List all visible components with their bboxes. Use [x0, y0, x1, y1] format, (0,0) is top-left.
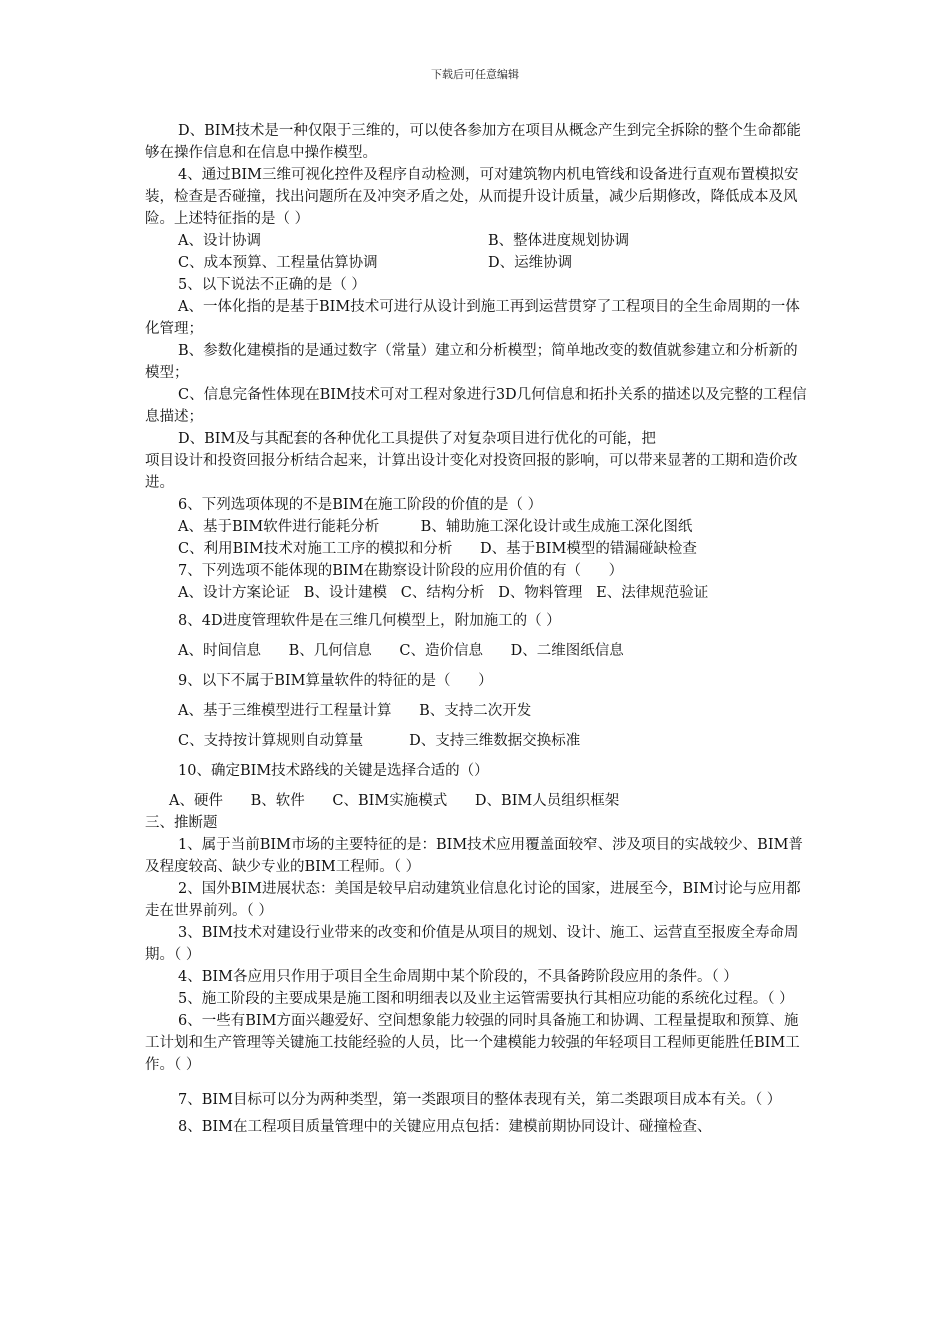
q5-option-c: C、信息完备性体现在BIM技术可对工程对象进行3D几何信息和拓扑关系的描述以及完整的工程信息描述； — [145, 387, 807, 425]
q4-option-c: C、成本预算、工程量估算协调 — [178, 255, 378, 271]
section-heading-judgement: 三、推断题 — [145, 815, 218, 831]
question-4: 4、通过BIM三维可视化控件及程序自动检测，可对建筑物内机电管线和设备进行直观布置模拟安装，检查是否碰撞，找出问题所在及冲突矛盾之处，从而提升设计质量，减少后期修改，降低成本及风险。上述特征指的是（ ） — [145, 167, 799, 227]
q7-options: A、设计方案论证 B、设计建模 C、结构分析 D、物料管理 E、法律规范验证 — [178, 585, 709, 601]
judgement-4: 4、BIM各应用只作用于项目全生命周期中某个阶段的，不具备跨阶段应用的条件。（ ） — [178, 969, 738, 985]
q4-option-d: D、运维协调 — [488, 255, 573, 271]
q8-options: A、时间信息 B、几何信息 C、造价信息 D、二维图纸信息 — [178, 643, 624, 659]
q10-options: A、硬件 B、软件 C、BIM实施模式 D、BIM人员组织框架 — [169, 793, 620, 809]
question-6: 6、下列选项体现的不是BIM在施工阶段的价值的是（ ） — [178, 497, 543, 513]
q4-options-ab — [145, 230, 810, 252]
question-10: 10、确定BIM技术路线的关键是选择合适的（） — [178, 763, 489, 779]
page-header: 下载后可任意编辑 — [431, 68, 519, 81]
q4-options-cd — [145, 252, 810, 274]
judgement-7: 7、BIM目标可以分为两种类型，第一类跟项目的整体表现有关，第二类跟项目成本有关。（ ） — [178, 1092, 782, 1108]
q4-option-a: A、设计协调 — [178, 233, 261, 249]
q6-options-ab: A、基于BIM软件进行能耗分析 B、辅助施工深化设计或生成施工深化图纸 — [178, 519, 693, 535]
judgement-6: 6、一些有BIM方面兴趣爱好、空间想象能力较强的同时具备施工和协调、工程量提取和预算、施工计划和生产管理等关键施工技能经验的人员，比一个建模能力较强的年轻项目工程师更能胜任BIM工作。（ ） — [145, 1013, 800, 1073]
q4-option-b: B、整体进度规划协调 — [488, 233, 630, 249]
q5-option-b: B、参数化建模指的是通过数字（常量）建立和分析模型；简单地改变的数值就参建立和分析新的模型； — [145, 343, 798, 381]
judgement-2: 2、国外BIM进展状态：美国是较早启动建筑业信息化讨论的国家，进展至今，BIM讨论与应用都走在世界前列。（ ） — [145, 881, 801, 919]
q5-option-d-line2: 项目设计和投资回报分析结合起来，计算出设计变化对投资回报的影响，可以带来显著的工期和造价改进。 — [145, 453, 798, 491]
question-9: 9、以下不属于BIM算量软件的特征的是（ ） — [178, 673, 493, 689]
question-7: 7、下列选项不能体现的BIM在勘察设计阶段的应用价值的有（ ） — [178, 563, 624, 579]
document-body — [145, 120, 810, 1138]
judgement-1: 1、属于当前BIM市场的主要特征的是：BIM技术应用覆盖面较窄、涉及项目的实战较少、BIM普及程度较高、缺少专业的BIM工程师。（ ） — [145, 837, 803, 875]
judgement-3: 3、BIM技术对建设行业带来的改变和价值是从项目的规划、设计、施工、运营直至报废全寿命周期。（ ） — [145, 925, 799, 963]
q9-options-cd: C、支持按计算规则自动算量 D、支持三维数据交换标准 — [178, 733, 581, 749]
question-8: 8、4D进度管理软件是在三维几何模型上，附加施工的（ ） — [178, 613, 561, 629]
judgement-5: 5、施工阶段的主要成果是施工图和明细表以及业主运管需要执行其相应功能的系统化过程。（ ） — [178, 991, 794, 1007]
q9-options-ab: A、基于三维模型进行工程量计算 B、支持二次开发 — [178, 703, 532, 719]
question-5: 5、以下说法不正确的是（ ） — [178, 277, 366, 293]
q5-option-d-line1: D、BIM及与其配套的各种优化工具提供了对复杂项目进行优化的可能，把 — [178, 431, 656, 447]
q3-option-d: D、BIM技术是一种仅限于三维的，可以使各参加方在项目从概念产生到完全拆除的整个生命都能够在操作信息和在信息中操作模型。 — [145, 123, 801, 161]
q6-options-cd: C、利用BIM技术对施工工序的模拟和分析 D、基于BIM模型的错漏碰缺检查 — [178, 541, 697, 557]
judgement-8: 8、BIM在工程项目质量管理中的关键应用点包括：建模前期协同设计、碰撞检查、 — [178, 1119, 712, 1135]
q5-option-a: A、一体化指的是基于BIM技术可进行从设计到施工再到运营贯穿了工程项目的全生命周期的一体化管理； — [145, 299, 800, 337]
